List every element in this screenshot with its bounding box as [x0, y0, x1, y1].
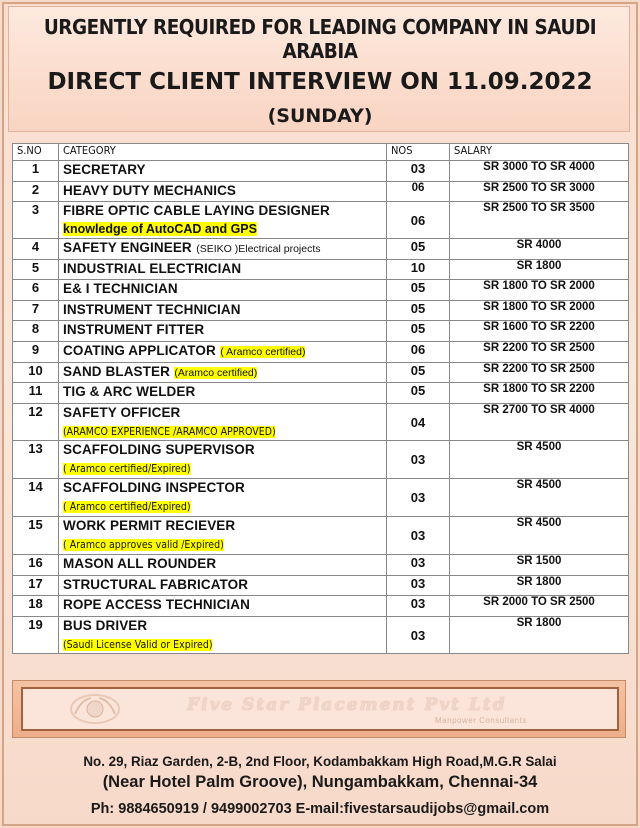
row-category — [59, 182, 387, 202]
table-row — [13, 161, 629, 182]
row-salary: SR 1800 — [450, 576, 629, 596]
row-sno: 7 — [13, 301, 59, 321]
row-salary: SR 1800 TO SR 2200 — [450, 383, 629, 404]
category-name: INDUSTRIAL ELECTRICIAN — [63, 261, 242, 276]
row-category — [59, 555, 387, 576]
row-nos: 03 — [387, 596, 450, 617]
row-category — [59, 260, 387, 280]
row-salary: SR 1800 TO SR 2000 — [450, 280, 629, 301]
row-salary: SR 2500 TO SR 3000 — [450, 182, 629, 202]
row-sno: 12 — [13, 404, 59, 441]
row-sno: 1 — [13, 161, 59, 182]
category-name: SECRETARY — [63, 162, 146, 177]
table-row — [13, 383, 629, 404]
category-note: ( Aramco certified/Expired) — [63, 501, 191, 513]
row-nos: 03 — [387, 161, 450, 182]
category-name: SCAFFOLDING SUPERVISOR — [63, 442, 255, 457]
row-category — [59, 239, 387, 260]
table-row — [13, 441, 629, 479]
row-sno: 3 — [13, 202, 59, 239]
category-note: (Saudi License Valid or Expired) — [63, 639, 213, 651]
row-sno: 13 — [13, 441, 59, 479]
row-category — [59, 301, 387, 321]
table-row — [13, 479, 629, 517]
category-name: E& I TECHNICIAN — [63, 281, 178, 296]
category-name: COATING APPLICATOR — [63, 343, 216, 358]
row-sno: 16 — [13, 555, 59, 576]
row-category — [59, 404, 387, 441]
table-row — [13, 280, 629, 301]
category-name: STRUCTURAL FABRICATOR — [63, 577, 249, 592]
category-name: SCAFFOLDING INSPECTOR — [63, 480, 245, 495]
row-category — [59, 441, 387, 479]
table-row — [13, 576, 629, 596]
category-name: BUS DRIVER — [63, 618, 148, 633]
interview-day: (SUNDAY) — [267, 105, 373, 127]
address-line-1: No. 29, Riaz Garden, 2-B, 2nd Floor, Kodambakkam High Road,M.G.R Salai — [83, 754, 557, 769]
table-row — [13, 596, 629, 617]
table-row — [13, 404, 629, 441]
category-note: (ARAMCO EXPERIENCE /ARAMCO APPROVED) — [63, 426, 276, 438]
laurel-emblem-icon — [67, 692, 123, 726]
row-sno: 5 — [13, 260, 59, 280]
row-sno: 14 — [13, 479, 59, 517]
row-salary: SR 2000 TO SR 2500 — [450, 596, 629, 617]
headline: URGENTLY REQUIRED FOR LEADING COMPANY IN SAUDI ARABIA — [43, 15, 597, 63]
row-nos: 03 — [387, 441, 450, 479]
company-name: Five Star Placement Pvt Ltd — [187, 695, 507, 715]
category-note: knowledge of AutoCAD and GPS — [63, 222, 257, 236]
row-sno: 18 — [13, 596, 59, 617]
col-header-salary: SALARY — [450, 144, 629, 161]
row-salary: SR 4500 — [450, 517, 629, 555]
category-name: FIBRE OPTIC CABLE LAYING DESIGNER — [63, 203, 330, 218]
row-nos: 06 — [387, 182, 450, 202]
row-category — [59, 342, 387, 363]
table-row — [13, 363, 629, 383]
category-note: (Aramco certified) — [174, 367, 258, 379]
row-nos: 06 — [387, 202, 450, 239]
row-salary: SR 1800 — [450, 617, 629, 654]
row-category — [59, 383, 387, 404]
row-category — [59, 479, 387, 517]
table-row — [13, 617, 629, 654]
row-salary: SR 4500 — [450, 479, 629, 517]
category-name: SAFETY ENGINEER — [63, 240, 192, 255]
col-header-nos: NOS — [387, 144, 450, 161]
category-name: HEAVY DUTY MECHANICS — [63, 183, 237, 198]
row-sno: 8 — [13, 321, 59, 342]
row-nos: 04 — [387, 404, 450, 441]
category-note: ( Aramco certified) — [220, 346, 306, 358]
row-salary: SR 4500 — [450, 441, 629, 479]
table-row — [13, 260, 629, 280]
row-salary: SR 1800 — [450, 260, 629, 280]
jobs-table — [12, 143, 629, 654]
row-sno: 4 — [13, 239, 59, 260]
table-row — [13, 182, 629, 202]
row-sno: 15 — [13, 517, 59, 555]
row-category — [59, 596, 387, 617]
category-note: ( Aramco certified/Expired) — [63, 463, 191, 475]
row-nos: 05 — [387, 383, 450, 404]
table-row — [13, 342, 629, 363]
address-line-2: (Near Hotel Palm Groove), Nungambakkam, Chennai-34 — [102, 773, 538, 791]
category-name: INSTRUMENT FITTER — [63, 322, 205, 337]
row-nos: 03 — [387, 617, 450, 654]
row-salary: SR 3000 TO SR 4000 — [450, 161, 629, 182]
row-nos: 05 — [387, 321, 450, 342]
category-name: ROPE ACCESS TECHNICIAN — [63, 597, 250, 612]
category-note: (SEIKO )Electrical projects — [196, 243, 321, 255]
row-sno: 2 — [13, 182, 59, 202]
company-logo-banner — [12, 680, 626, 738]
row-nos: 03 — [387, 517, 450, 555]
row-salary: SR 1600 TO SR 2200 — [450, 321, 629, 342]
table-row — [13, 239, 629, 260]
interview-date: DIRECT CLIENT INTERVIEW ON 11.09.2022 — [47, 69, 593, 95]
table-row — [13, 321, 629, 342]
row-category — [59, 202, 387, 239]
table-row — [13, 202, 629, 239]
row-sno: 17 — [13, 576, 59, 596]
row-salary: SR 4000 — [450, 239, 629, 260]
company-tagline: Manpower Consultants — [435, 716, 527, 725]
row-salary: SR 1800 TO SR 2000 — [450, 301, 629, 321]
table-header-row — [13, 144, 629, 161]
category-name: MASON ALL ROUNDER — [63, 556, 217, 571]
row-nos: 05 — [387, 301, 450, 321]
category-note: ( Aramco approves valid /Expired) — [63, 539, 224, 551]
row-nos: 03 — [387, 576, 450, 596]
category-name: SAND BLASTER — [63, 364, 170, 379]
category-name: INSTRUMENT TECHNICIAN — [63, 302, 241, 317]
header-banner — [8, 6, 630, 132]
row-category — [59, 321, 387, 342]
table-row — [13, 555, 629, 576]
row-sno: 9 — [13, 342, 59, 363]
row-nos: 06 — [387, 342, 450, 363]
row-salary: SR 1500 — [450, 555, 629, 576]
category-name: TIG & ARC WELDER — [63, 384, 196, 399]
row-sno: 10 — [13, 363, 59, 383]
row-sno: 11 — [13, 383, 59, 404]
row-salary: SR 2200 TO SR 2500 — [450, 342, 629, 363]
category-name: SAFETY OFFICER — [63, 405, 181, 420]
contact-line: Ph: 9884650919 / 9499002703 E-mail:fivestarsaudijobs@gmail.com — [90, 801, 550, 817]
table-row — [13, 517, 629, 555]
col-header-category: CATEGORY — [59, 144, 387, 161]
row-salary: SR 2700 TO SR 4000 — [450, 404, 629, 441]
row-category — [59, 617, 387, 654]
row-salary: SR 2200 TO SR 2500 — [450, 363, 629, 383]
col-header-sno: S.NO — [13, 144, 59, 161]
row-sno: 6 — [13, 280, 59, 301]
row-category — [59, 161, 387, 182]
table-row — [13, 301, 629, 321]
row-nos: 05 — [387, 363, 450, 383]
row-category — [59, 280, 387, 301]
category-name: WORK PERMIT RECIEVER — [63, 518, 236, 533]
row-nos: 05 — [387, 280, 450, 301]
row-nos: 03 — [387, 479, 450, 517]
row-category — [59, 576, 387, 596]
row-category — [59, 363, 387, 383]
row-sno: 19 — [13, 617, 59, 654]
logo-plate — [21, 687, 619, 731]
row-nos: 05 — [387, 239, 450, 260]
row-category — [59, 517, 387, 555]
row-nos: 03 — [387, 555, 450, 576]
row-salary: SR 2500 TO SR 3500 — [450, 202, 629, 239]
row-nos: 10 — [387, 260, 450, 280]
